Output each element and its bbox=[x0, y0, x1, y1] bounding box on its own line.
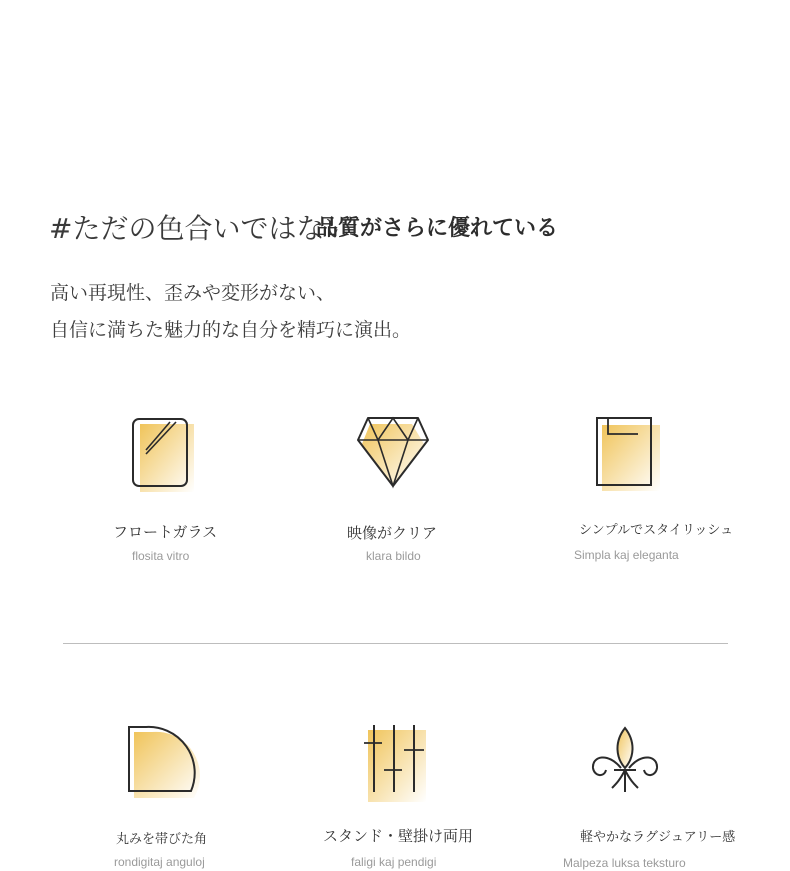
feature-sub: faligi kaj pendigi bbox=[351, 855, 437, 869]
feature-sub: flosita vitro bbox=[132, 549, 190, 563]
rounded-corner-icon bbox=[124, 722, 200, 804]
feature-label: スタンド・壁掛け両用 bbox=[323, 827, 474, 845]
heading-part1: #ただの色合いではない bbox=[49, 212, 353, 245]
stand-wall-icon bbox=[358, 720, 434, 804]
feature-sub: Malpeza luksa teksturo bbox=[563, 856, 686, 870]
feature-sub: Simpla kaj eleganta bbox=[574, 548, 679, 562]
feature-label: フロートガラス bbox=[113, 523, 218, 541]
feature-label: 映像がクリア bbox=[347, 524, 438, 542]
heading-part2: 品質がさらに優れている bbox=[316, 216, 559, 241]
description-line2: 自信に満ちた魅力的な自分を精巧に演出。 bbox=[50, 319, 412, 341]
feature-sub: rondigitaj anguloj bbox=[114, 855, 205, 869]
glass-panel-icon bbox=[128, 414, 198, 496]
description-line1: 高い再現性、歪みや変形がない、 bbox=[50, 282, 336, 304]
fleur-de-lis-icon bbox=[588, 722, 662, 796]
section-divider bbox=[63, 643, 728, 644]
feature-label: シンプルでスタイリッシュ bbox=[579, 523, 734, 538]
feature-label: 軽やかなラグジュアリー感 bbox=[580, 830, 736, 845]
envelope-frame-icon bbox=[592, 413, 664, 493]
feature-label: 丸みを帯びた角 bbox=[116, 832, 208, 847]
diamond-icon bbox=[352, 412, 442, 492]
feature-sub: klara bildo bbox=[366, 549, 421, 563]
